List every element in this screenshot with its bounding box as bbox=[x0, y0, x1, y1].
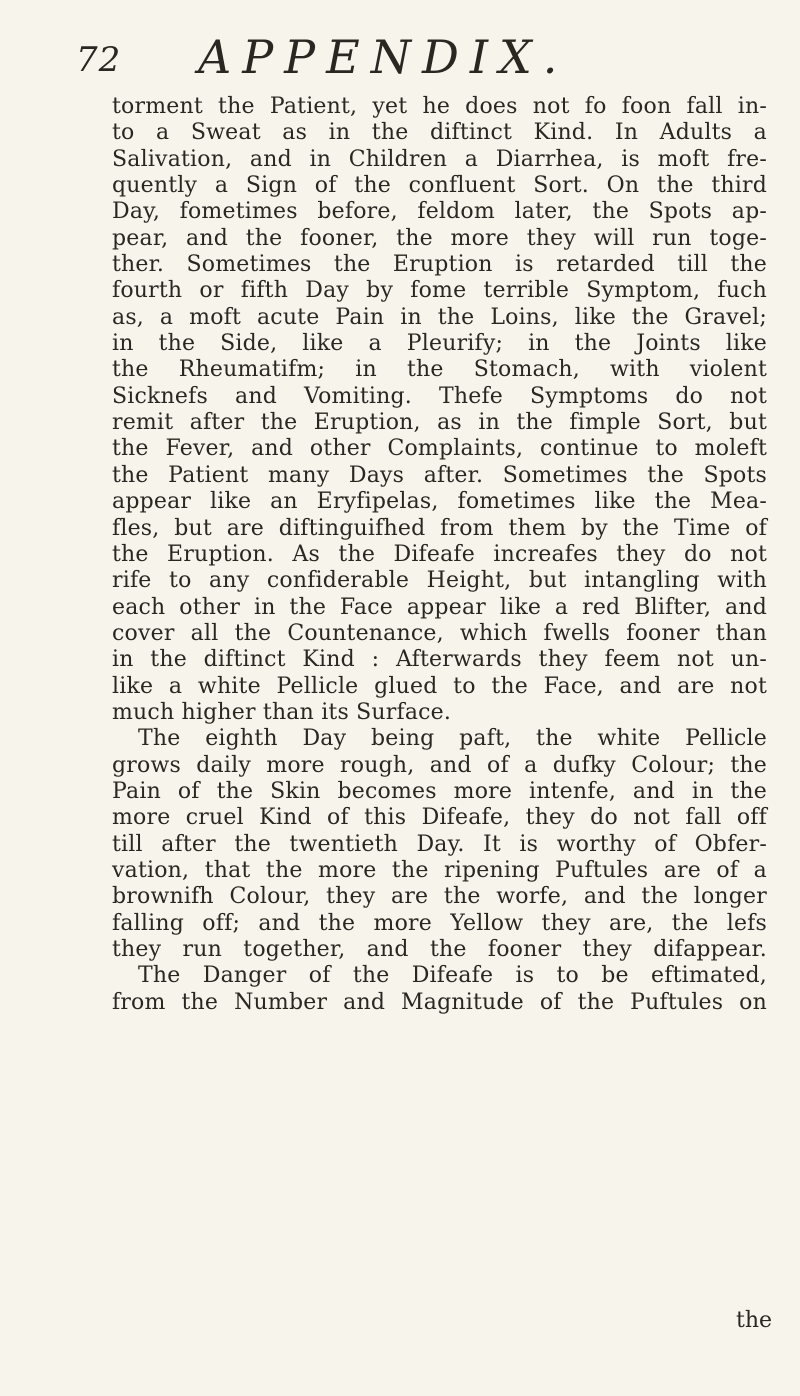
text-line: falling off; and the more Yellow they are, the lefs bbox=[112, 910, 767, 936]
text-line: Sicknefs and Vomiting. Thefe Symptoms do not bbox=[112, 383, 767, 409]
text-line: like a white Pellicle glued to the Face, and are not bbox=[112, 673, 767, 699]
text-line: vation, that the more the ripening Puftules are of a bbox=[112, 857, 767, 883]
text-line: fles, but are diftinguifhed from them by the Time of bbox=[112, 515, 767, 541]
text-line: in the diftinct Kind : Afterwards they feem not un- bbox=[112, 647, 767, 673]
body-text bbox=[112, 94, 767, 1016]
text-line: cover all the Countenance, which fwells fooner than bbox=[112, 620, 767, 646]
text-line: remit after the Eruption, as in the fimple Sort, but bbox=[112, 410, 767, 436]
text-line: torment the Patient, yet he does not fo foon fall in- bbox=[112, 94, 767, 119]
text-line: much higher than its Surface. bbox=[112, 699, 452, 725]
text-line: appear like an Eryfipelas, fometimes like the Mea- bbox=[112, 489, 767, 515]
text-line: till after the twentieth Day. It is worthy of Obfer- bbox=[112, 831, 767, 857]
text-line: more cruel Kind of this Difeafe, they do not fall off bbox=[112, 805, 767, 831]
text-line: grows daily more rough, and of a dufky Colour; the bbox=[112, 752, 767, 778]
text-line: each other in the Face appear like a red Blifter, and bbox=[112, 594, 767, 620]
text-line: they run together, and the fooner they difappear. bbox=[112, 937, 767, 962]
catchword: the bbox=[736, 1308, 773, 1333]
running-head: APPENDIX. bbox=[198, 30, 569, 84]
page-number: 72 bbox=[76, 40, 122, 80]
text-line: the Rheumatifm; in the Stomach, with violent bbox=[112, 357, 767, 383]
text-line: The Danger of the Difeafe is to be eftimated, bbox=[138, 963, 767, 989]
text-line: from the Number and Magnitude of the Puftules on bbox=[112, 989, 767, 1015]
text-line: pear, and the fooner, the more they will run toge- bbox=[112, 225, 767, 251]
text-line: Salivation, and in Children a Diarrhea, is moft fre- bbox=[112, 146, 767, 172]
text-line: Pain of the Skin becomes more intenfe, and in the bbox=[112, 778, 767, 804]
text-line: the Patient many Days after. Sometimes the Spots bbox=[112, 462, 767, 488]
text-line: rife to any confiderable Height, but intangling with bbox=[112, 568, 767, 594]
text-line: quently a Sign of the confluent Sort. On the third bbox=[112, 173, 767, 199]
text-line: as, a moft acute Pain in the Loins, like the Gravel; bbox=[112, 304, 767, 330]
text-line: fourth or fifth Day by fome terrible Symptom, fuch bbox=[112, 278, 767, 304]
text-line: brownifh Colour, they are the worfe, and the longer bbox=[112, 884, 767, 910]
text-line: to a Sweat as in the diftinct Kind. In Adults a bbox=[112, 120, 767, 146]
text-line: The eighth Day being paft, the white Pellicle bbox=[138, 726, 767, 752]
text-line: the Eruption. As the Difeafe increafes they do not bbox=[112, 541, 767, 567]
text-line: in the Side, like a Pleurify; in the Joints like bbox=[112, 331, 767, 357]
text-line: ther. Sometimes the Eruption is retarded till the bbox=[112, 252, 767, 278]
text-line: Day, fometimes before, feldom later, the Spots ap- bbox=[112, 199, 767, 225]
text-line: the Fever, and other Complaints, continue to moleft bbox=[112, 436, 767, 462]
